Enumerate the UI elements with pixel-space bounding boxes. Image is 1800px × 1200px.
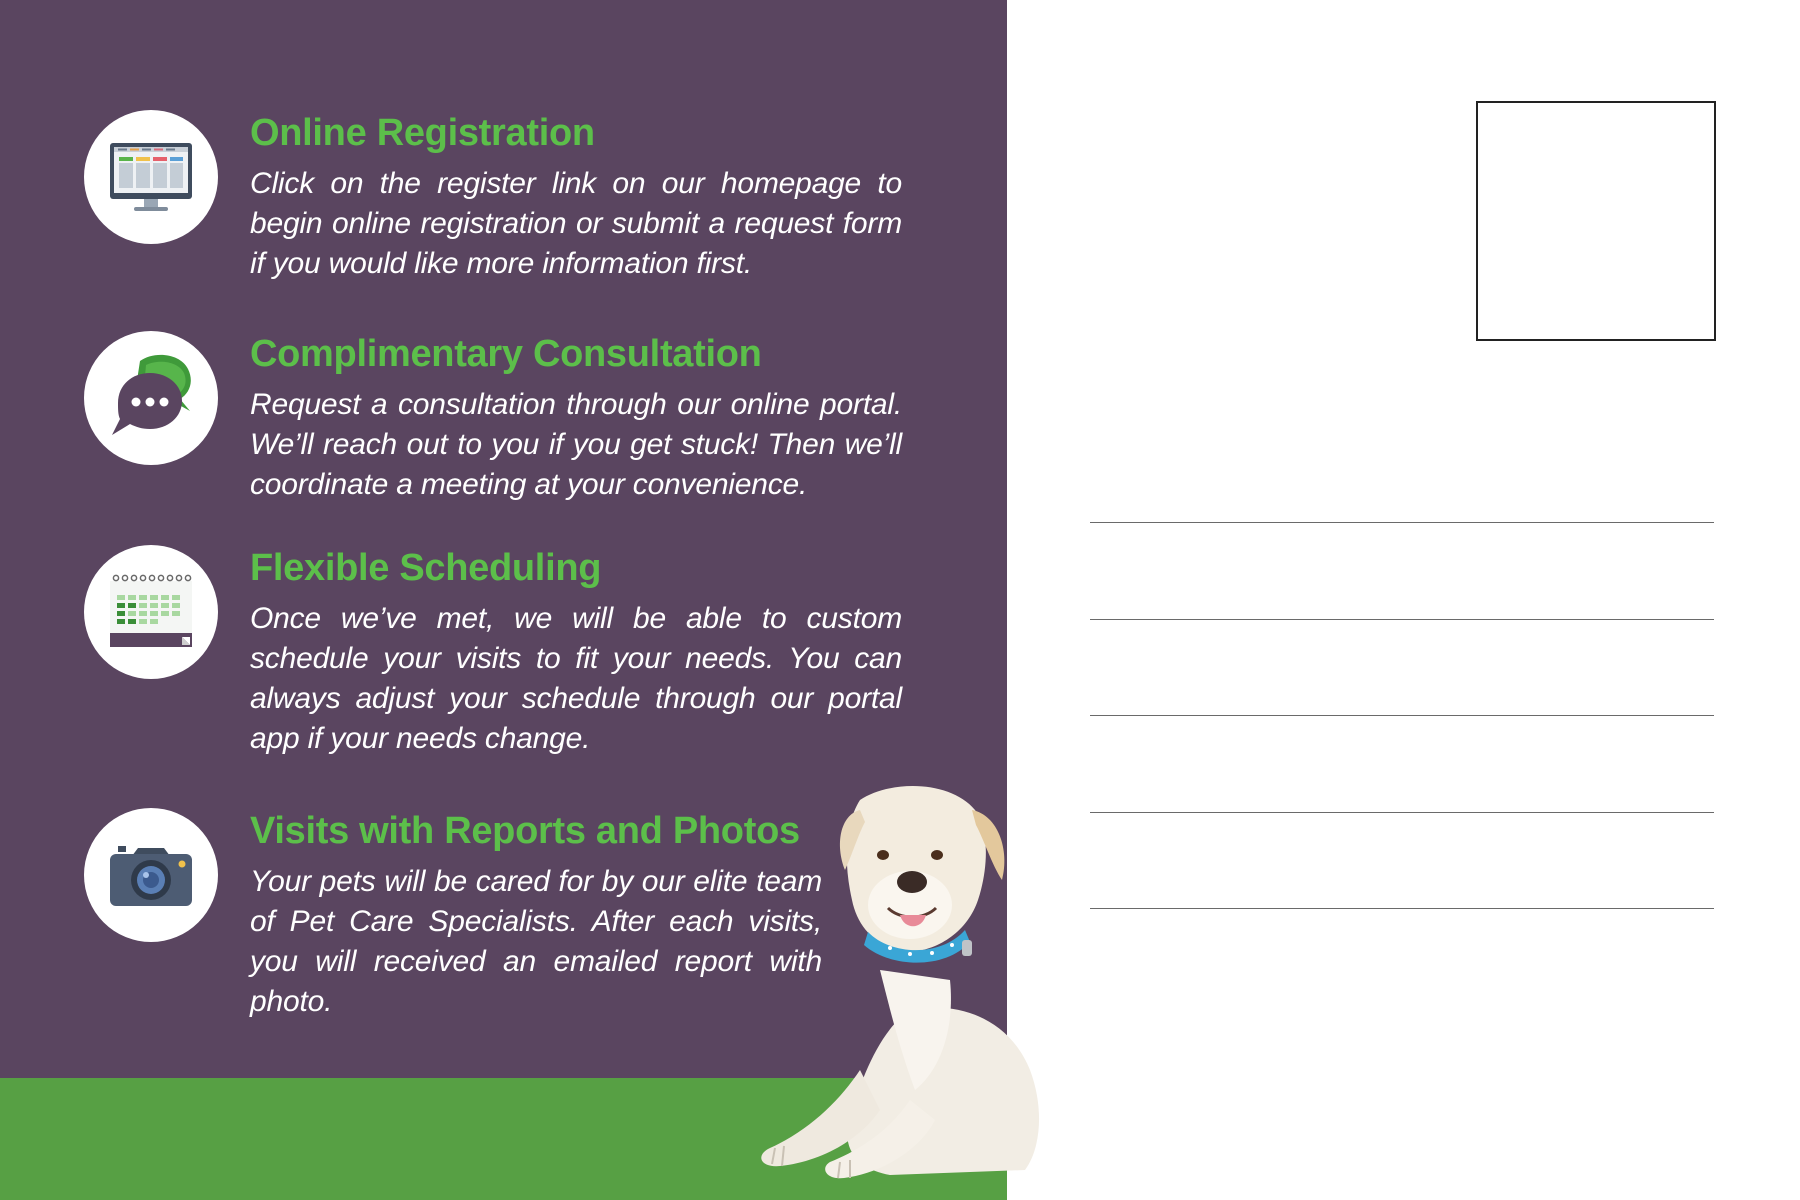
feature-title: Visits with Reports and Photos bbox=[250, 810, 800, 852]
address-line bbox=[1090, 812, 1714, 813]
address-line bbox=[1090, 908, 1714, 909]
dog-photo bbox=[740, 770, 1070, 1190]
address-line bbox=[1090, 522, 1714, 523]
address-line bbox=[1090, 619, 1714, 620]
feature-description: Once we’ve met, we will be able to custom schedule your visits to fit your needs. You can always adjust your schedule through our portal app if your needs change. bbox=[250, 602, 902, 755]
feature-description: Request a consultation through our online portal. We’ll reach out to you if you get stuck! Then we’ll coordinate a meeting at your convenience. bbox=[250, 388, 902, 501]
feature-description: Click on the register link on our homepage to begin online registration or submit a request form if you would like more information first. bbox=[250, 167, 902, 280]
monitor-icon bbox=[84, 110, 218, 244]
address-line bbox=[1090, 715, 1714, 716]
feature-title: Flexible Scheduling bbox=[250, 547, 602, 589]
calendar-icon bbox=[84, 545, 218, 679]
feature-title: Complimentary Consultation bbox=[250, 333, 762, 375]
feature-description: Your pets will be cared for by our elite team of Pet Care Specialists. After each visits, you will received an emailed report with photo. bbox=[250, 865, 822, 1018]
stamp-box bbox=[1476, 101, 1716, 341]
feature-title: Online Registration bbox=[250, 112, 595, 154]
camera-icon bbox=[84, 808, 218, 942]
chat-bubbles-icon bbox=[84, 331, 218, 465]
